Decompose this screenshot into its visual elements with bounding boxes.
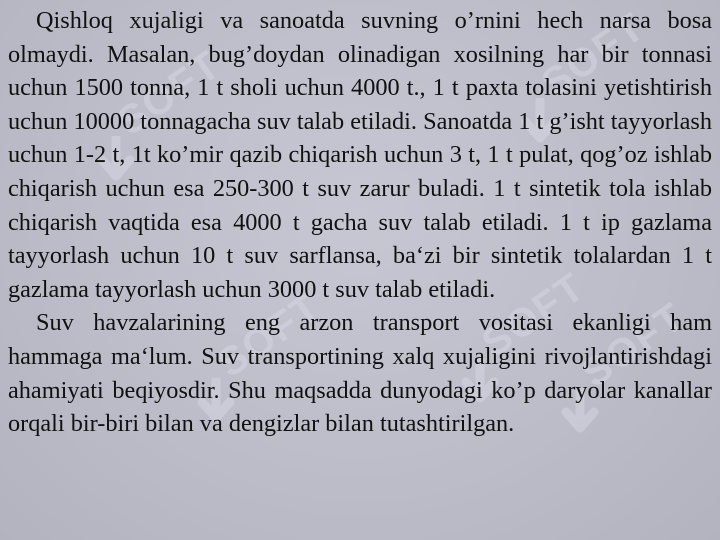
paragraph-water-transport: Suv havzalarining eng arzon transport vositasi ekanligi ham hammaga ma‘lum. Suv transportining xalq xujaligini rivojlantirishdagi ahamiyati beqiyosdir. Shu maqsadda dunyodagi ko’p daryolar kanallar orqali bir-biri bilan va dengizlar bilan tutashtirilgan. (8, 309, 712, 438)
watermark-text: SOFT (534, 4, 654, 107)
body-text (8, 4, 712, 441)
watermark-text: SOFT (210, 284, 330, 387)
watermark-text: SOFT (474, 264, 594, 367)
watermark-text: SOFT (574, 294, 694, 397)
watermark-text: SOFT (110, 42, 230, 145)
paragraph-water-usage: Qishloq xujaligi va sanoatda suvning o’rnini hech narsa bosa olmaydi. Masalan, bug’doydan olinadigan xosilning har bir tonnasi uchun 1500 tonna, 1 t sholi uchun 4000 t., 1 t paxta tolasini yetishtirish uchun 10000 tonnagacha suv talab etiladi. Sanoatda 1 t g’isht tayyorlash uchun 1-2 t, 1t ko’mir qazib chiqarish uchun 3 t, 1 t pulat, qog’oz ishlab chiqarish uchun esa 250-300 t suv zarur buladi. 1 t sintetik tola ishlab chiqarish vaqtida esa 4000 t gacha suv talab etiladi. 1 t ip gazlama tayyorlash uchun 10 t suv sarflansa, ba‘zi bir sintetik tolalardan 1 t gazlama tayyorlash uchun 3000 t suv talab etiladi. (8, 7, 712, 303)
